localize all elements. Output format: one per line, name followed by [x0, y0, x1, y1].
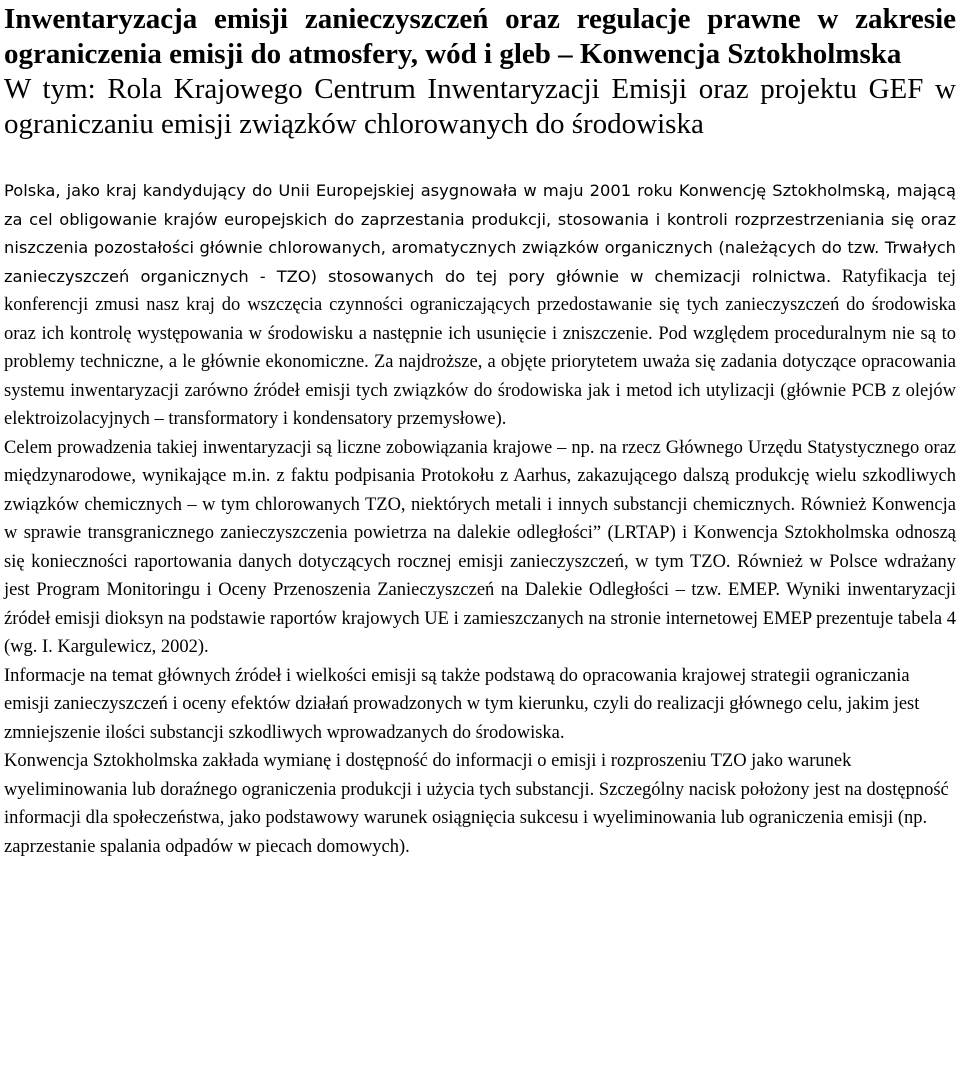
- body-paragraph-convention: Konwencja Sztokholmska zakłada wymianę i dostępność do informacji o emisji i rozproszeniu TZO jako warunek wyeliminowania lub doraźnego ograniczenia produkcji i użycia tych substancji. Szczególny nacisk położony jest na dostępność informacji dla społeczeństwa, jako podstawowy warunek osiągnięcia sukcesu i wyeliminowania lub ograniczenia emisji (np. zaprzestanie spalania odpadów w piecach domowych).: [4, 751, 949, 857]
- body-paragraph-strategy: Informacje na temat głównych źródeł i wielkości emisji są także podstawą do opracowania krajowej strategii ograniczania emisji zanieczyszczeń i oceny efektów działań prowadzonych w tym kierunku, czyli do realizacji głównego celu, jakim jest zmniejszenie ilości substancji szkodliwych wprowadzanych do środowiska.: [4, 665, 920, 743]
- intro-serif-text: Ratyfikacja tej konferencji zmusi nasz kraj do wszczęcia czynności ograniczających przedostawanie się tych zanieczyszczeń do środowiska oraz ich kontrolę występowania w środowisku a następnie ich usunięcie i zniszczenie. Pod względem proceduralnym nie są to problemy techniczne, a le głównie ekonomiczne. Za najdroższe, a objęte priorytetem uważa się zadania dotyczące opracowania systemu inwentaryzacji zarówno źródeł emisji tych związków do środowiska jak i metod ich utylizacji (głównie PCB z olejów elektroizolacyjnych – transformatory i kondensatory przemysłowe).: [4, 266, 956, 429]
- intro-sans-text: Polska, jako kraj kandydujący do Unii Europejskiej asygnowała w maju 2001 roku Konwencję Sztokholmską, mającą za cel obligowanie krajów europejskich do zaprzestania produkcji, stosowania i kontroli rozprzestrzeniania się oraz niszczenia pozostałości głównie chlorowanych, aromatycznych związków organicznych (należących do tzw. Trwałych zanieczyszczeń organicznych - TZO) stosowanych do tej pory głównie w chemizacji rolnictwa.: [4, 181, 956, 286]
- intro-paragraph: [4, 177, 956, 434]
- document-title: Inwentaryzacja emisji zanieczyszczeń oraz regulacje prawne w zakresie ograniczenia emisji do atmosfery, wód i gleb – Konwencja Sztokholmska: [4, 3, 956, 70]
- body-paragraph-obligations: Celem prowadzenia takiej inwentaryzacji są liczne zobowiązania krajowe – np. na rzecz Głównego Urzędu Statystycznego oraz międzynarodowe, wynikające m.in. z faktu podpisania Protokołu z Aarhus, zakazującego dalszą produkcję wielu szkodliwych związków chemicznych – w tym chlorowanych TZO, niektórych metali i innych substancji chemicznych. Również Konwencja w sprawie transgranicznego zanieczyszczenia powietrza na dalekie odległości” (LRTAP) i Konwencja Sztokholmska odnoszą się konieczności raportowania danych dotyczących rocznej emisji zanieczyszczeń, w tym TZO. Również w Polsce wdrażany jest Program Monitoringu i Oceny Przenoszenia Zanieczyszczeń na Dalekie Odległości – tzw. EMEP. Wyniki inwentaryzacji źródeł emisji dioksyn na podstawie raportów krajowych UE i zamieszczanych na stronie internetowej EMEP prezentuje tabela 4 (wg. I. Kargulewicz, 2002).: [4, 437, 956, 657]
- document-subtitle: W tym: Rola Krajowego Centrum Inwentaryzacji Emisji oraz projektu GEF w ograniczaniu emisji związków chlorowanych do środowiska: [4, 73, 956, 140]
